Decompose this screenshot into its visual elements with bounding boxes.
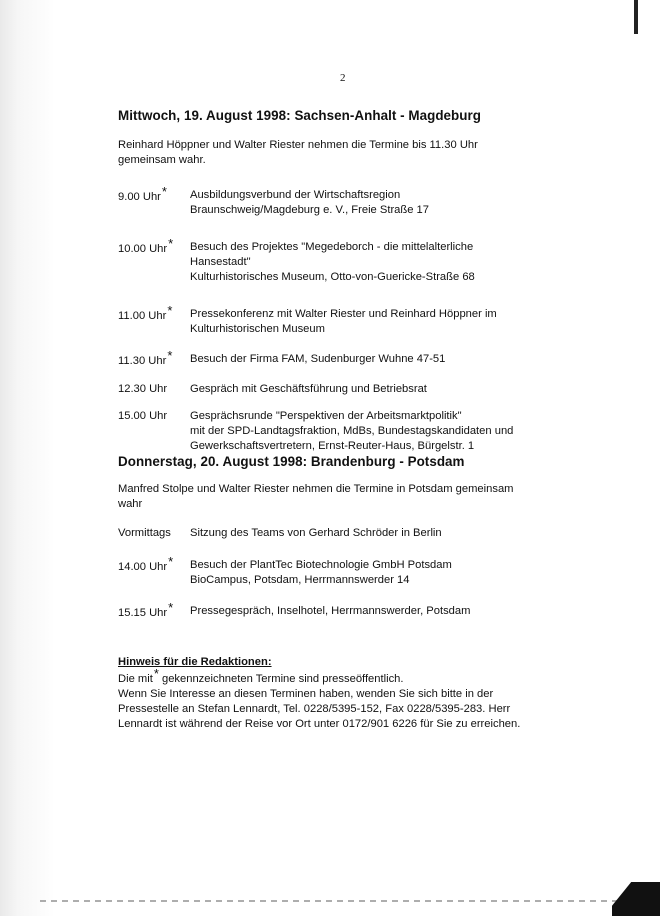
schedule-entry [118, 554, 528, 588]
asterisk-mark: * [153, 666, 159, 681]
intro-line: gemeinsam wahr. [118, 154, 206, 166]
schedule-entry [118, 409, 528, 454]
schedule-entry [118, 184, 528, 218]
section-heading: Mittwoch, 19. August 1998: Sachsen-Anhalt - Magdeburg [118, 108, 481, 123]
scan-edge-shading [0, 0, 55, 916]
entry-time: 11.00 Uhr* [118, 303, 173, 322]
entry-time: 11.30 Uhr* [118, 348, 173, 367]
entry-time: Vormittags [118, 527, 171, 539]
schedule-entry [118, 303, 528, 337]
schedule-entry [118, 526, 528, 541]
notice-line: Lennardt ist während der Reise vor Ort unter 0172/901 6226 für Sie zu erreichen. [118, 718, 521, 730]
entry-time: 10.00 Uhr* [118, 236, 174, 255]
scan-corner-shadow [612, 882, 660, 916]
entry-description: Besuch der PlantTec Biotechnologie GmbH Potsdam BioCampus, Potsdam, Herrmannswerder 14 [190, 559, 452, 586]
entry-description: Pressegespräch, Inselhotel, Herrmannswerder, Potsdam [190, 605, 471, 617]
asterisk-mark: * [161, 184, 167, 199]
entry-description: Besuch des Projektes "Megedeborch - die mittelalterliche Hansestadt" Kulturhistorisches Museum, Otto-von-Guericke-Straße 68 [190, 241, 475, 283]
schedule-entry [118, 600, 528, 621]
notice-line: Wenn Sie Interesse an diesen Terminen haben, wenden Sie sich bitte in der [118, 688, 494, 700]
asterisk-mark: * [168, 554, 174, 569]
intro-line: Reinhard Höppner und Walter Riester nehmen die Termine bis 11.30 Uhr [118, 139, 478, 151]
section-heading: Donnerstag, 20. August 1998: Brandenburg - Potsdam [118, 454, 465, 469]
entry-time: 14.00 Uhr* [118, 554, 174, 573]
entry-time: 9.00 Uhr* [118, 184, 167, 203]
schedule-entry [118, 236, 528, 285]
entry-description: Pressekonferenz mit Walter Riester und Reinhard Höppner im Kulturhistorischen Museum [190, 308, 497, 335]
notice-line: Pressestelle an Stefan Lennardt, Tel. 0228/5395-152, Fax 0228/5395-283. Herr [118, 703, 511, 715]
schedule-entry [118, 348, 528, 369]
intro-line: Manfred Stolpe und Walter Riester nehmen die Termine in Potsdam gemeinsam [118, 483, 514, 495]
entry-time: 12.30 Uhr [118, 383, 168, 395]
section-intro [118, 138, 528, 168]
entry-description: Ausbildungsverbund der Wirtschaftsregion Braunschweig/Magdeburg e. V., Freie Straße 17 [190, 189, 430, 216]
entry-description: Besuch der Firma FAM, Sudenburger Wuhne 47-51 [190, 353, 446, 365]
schedule-entry [118, 382, 528, 397]
asterisk-mark: * [167, 303, 173, 318]
entry-description: Gesprächsrunde "Perspektiven der Arbeitsmarktpolitik" mit der SPD-Landtagsfraktion, MdBs, Bundestagskandidaten und Gewerkschaftsvertretern, Ernst-Reuter-Haus, Bürgelstr. 1 [190, 410, 514, 452]
entry-time: 15.15 Uhr* [118, 600, 174, 619]
scan-edge-bottom [40, 900, 620, 902]
entry-description: Sitzung des Teams von Gerhard Schröder in Berlin [190, 527, 442, 539]
entry-description: Gespräch mit Geschäftsführung und Betriebsrat [190, 383, 427, 395]
section-intro [118, 482, 528, 512]
editorial-notice [118, 655, 538, 732]
section-thursday [118, 454, 528, 621]
asterisk-mark: * [168, 600, 174, 615]
scan-mark-top-right [634, 0, 638, 34]
section-wednesday [118, 108, 528, 454]
intro-line: wahr [118, 498, 143, 510]
page-number: 2 [340, 72, 346, 84]
asterisk-mark: * [167, 348, 173, 363]
notice-title: Hinweis für die Redaktionen: [118, 656, 272, 668]
entry-time: 15.00 Uhr [118, 410, 168, 422]
asterisk-mark: * [168, 236, 174, 251]
notice-line: Die mit* gekennzeichneten Termine sind presseöffentlich. [118, 666, 404, 685]
